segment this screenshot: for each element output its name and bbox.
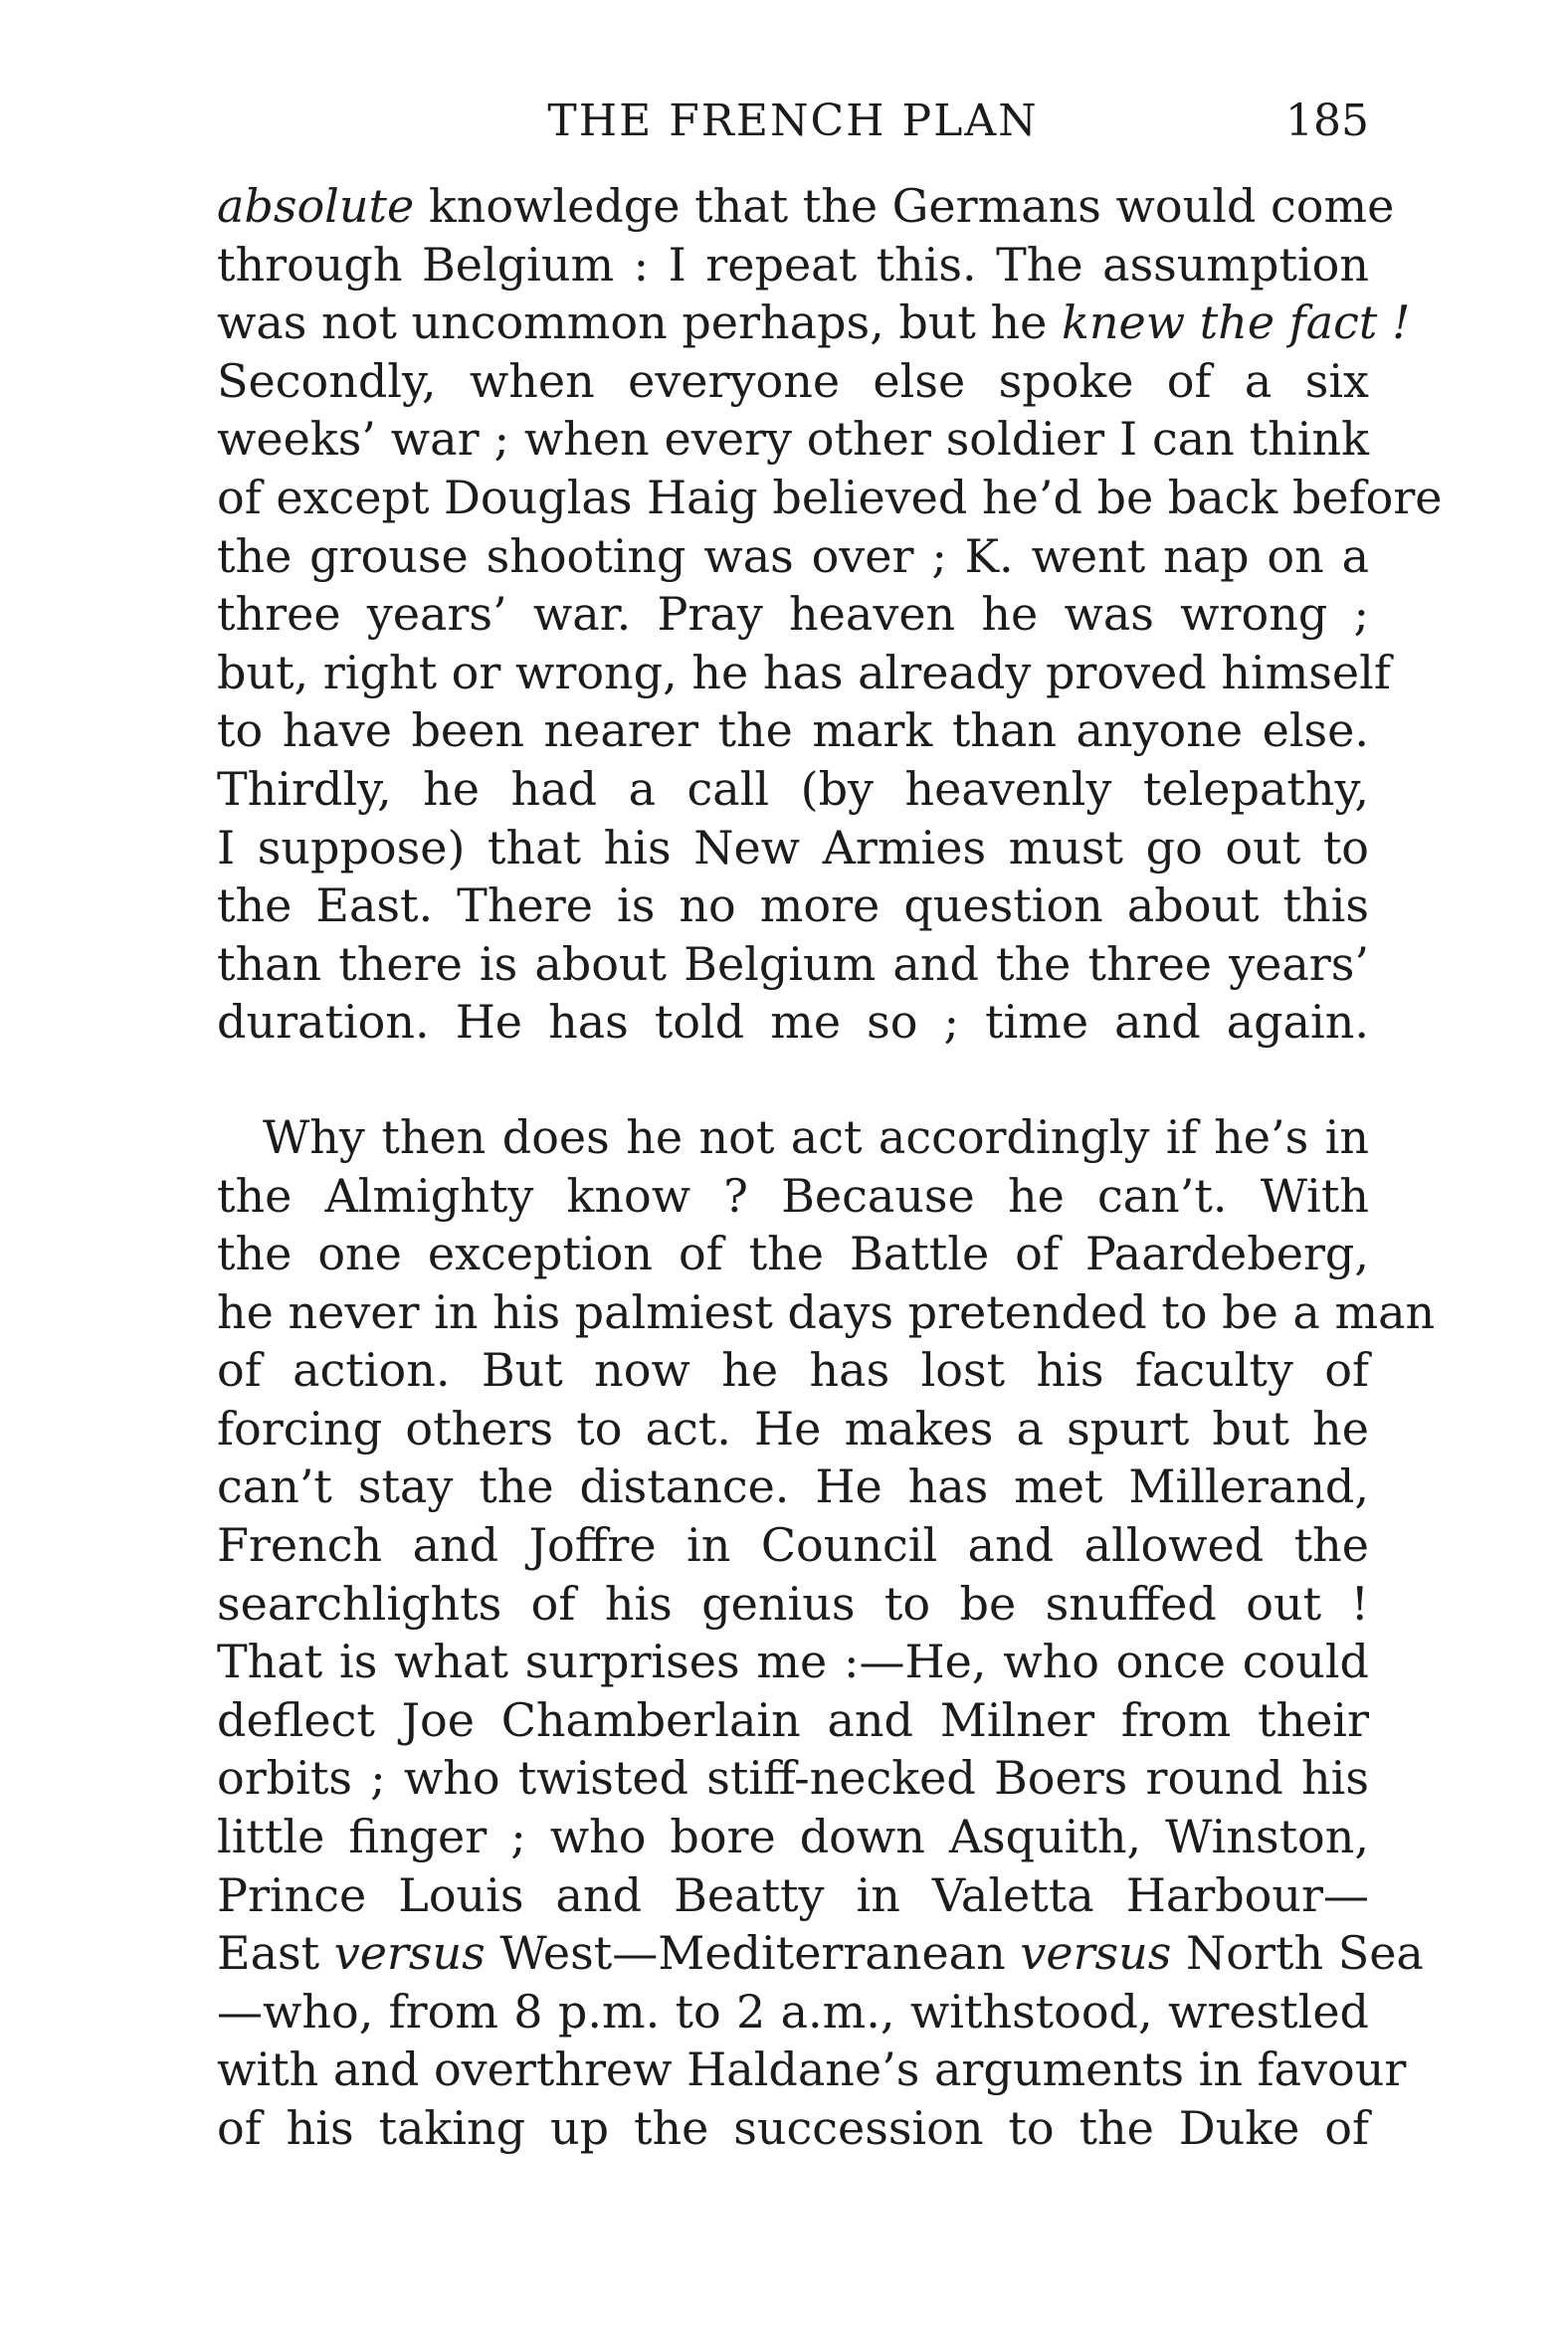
text-line: he never in his palmiest days pretended to be a man xyxy=(217,1284,1436,1339)
text-span: was not uncommon perhaps, but he xyxy=(217,295,1063,350)
text-line: searchlights of his genius to be snuffed out ! xyxy=(217,1576,1369,1631)
text-line: of his taking up the succession to the Duke of xyxy=(217,2101,1369,2155)
page-number: 185 xyxy=(1285,96,1369,146)
running-head: THE FRENCH PLAN xyxy=(547,96,1039,146)
text-line: weeks’ war ; when every other soldier I can think xyxy=(217,412,1369,467)
text-line: with and overthrew Haldane’s arguments in favour xyxy=(217,2042,1407,2097)
text-line: orbits ; who twisted stiff-necked Boers round his xyxy=(217,1751,1369,1806)
text-line: French and Joffre in Council and allowed the xyxy=(217,1518,1369,1573)
text-line: I suppose) that his New Armies must go out to xyxy=(217,820,1369,874)
text-line: the Almighty know ? Because he can’t. With xyxy=(217,1168,1369,1223)
page-body xyxy=(217,177,1443,2158)
text-line: the one exception of the Battle of Paardeberg, xyxy=(217,1227,1369,1281)
text-line: three years’ war. Pray heaven he was wrong ; xyxy=(217,587,1369,642)
text-line: Thirdly, he had a call (by heavenly telepathy, xyxy=(217,761,1369,816)
text-line: but, right or wrong, he has already proved himself xyxy=(217,645,1391,699)
text-line: the East. There is no more question about this xyxy=(217,878,1369,933)
italic-text: knew the fact ! xyxy=(1062,295,1411,350)
text-line: through Belgium : I repeat this. The assumption xyxy=(217,237,1369,292)
text-line xyxy=(217,293,1411,352)
text-line: deflect Joe Chamberlain and Milner from their xyxy=(217,1692,1369,1747)
text-line: Secondly, when everyone else spoke of a six xyxy=(217,353,1369,408)
text-line: to have been nearer the mark than anyone else. xyxy=(217,703,1369,758)
text-span: knowledge that the Germans would come xyxy=(414,179,1395,233)
text-span: West—Mediterranean xyxy=(485,1926,1021,1981)
text-line xyxy=(217,1924,1424,1983)
text-line xyxy=(217,177,1395,236)
text-line: duration. He has told me so ; time and again. xyxy=(217,995,1369,1050)
text-line: —who, from 8 p.m. to 2 a.m., withstood, wrestled xyxy=(217,1984,1369,2039)
italic-text: versus xyxy=(333,1926,486,1981)
italic-text: versus xyxy=(1020,1926,1172,1981)
paragraph-2 xyxy=(217,1108,1436,2158)
text-span: North Sea xyxy=(1171,1926,1424,1981)
text-span: East xyxy=(217,1926,334,1981)
page-header xyxy=(217,92,1369,151)
text-line: forcing others to act. He makes a spurt but he xyxy=(217,1401,1369,1456)
text-line: little finger ; who bore down Asquith, Winston, xyxy=(217,1810,1369,1864)
text-line: of except Douglas Haig believed he’d be back before xyxy=(217,470,1443,524)
text-line: the grouse shooting was over ; K. went nap on a xyxy=(217,528,1369,583)
text-line: can’t stay the distance. He has met Millerand, xyxy=(217,1459,1369,1514)
italic-text: absolute xyxy=(217,179,415,233)
text-line: of action. But now he has lost his faculty of xyxy=(217,1343,1369,1398)
text-line: than there is about Belgium and the three years’ xyxy=(217,936,1369,991)
text-line: Prince Louis and Beatty in Valetta Harbour— xyxy=(217,1867,1369,1922)
text-line: That is what surprises me :—He, who once could xyxy=(217,1635,1369,1689)
paragraph-1 xyxy=(217,177,1443,1052)
text-line: Why then does he not act accordingly if he’s in xyxy=(263,1109,1369,1164)
paragraph-gap xyxy=(217,1052,1369,1108)
